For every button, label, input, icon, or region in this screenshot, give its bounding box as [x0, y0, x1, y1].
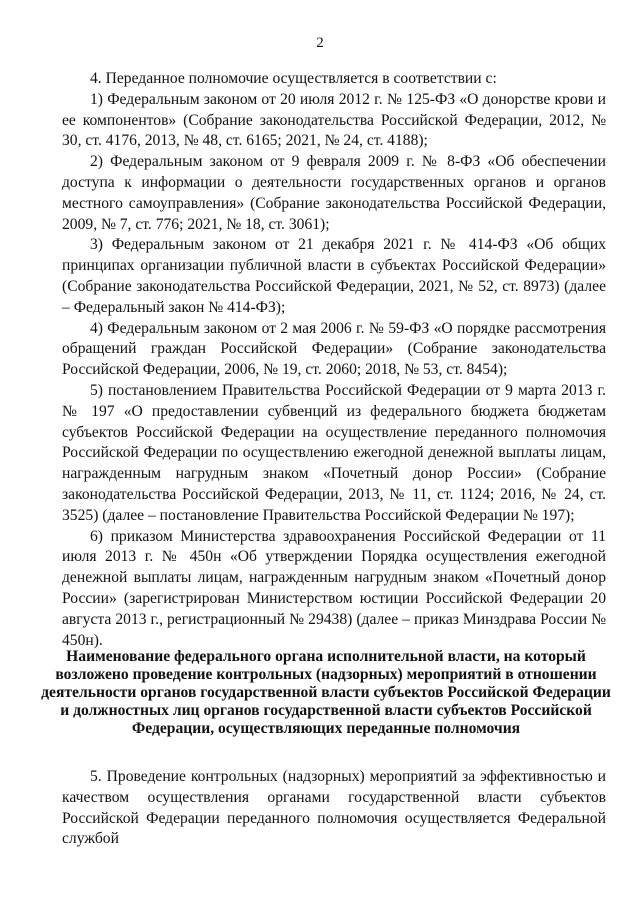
page-number: 2	[316, 35, 324, 51]
list-item-order-450n: 6) приказом Министерства здравоохранения Российской Федерации от 11 июля 2013 г. № 450н «Об утверждении Порядка осуществления ежегодной денежной выплаты лицам, награжденным нагрудным знаком «Почетный донор России» (зарегистрирован Министерством юстиции Российской Федерации 20 августа 2013 г., регистрационный № 29438) (далее – приказ Минздрава России № 450н).	[62, 527, 606, 649]
paragraph-4-intro: 4. Переданное полномочие осуществляется в соответствии с:	[90, 70, 497, 87]
list-item-law-8-fz: 2) Федеральным законом от 9 февраля 2009 г. № 8-ФЗ «Об обеспечении доступа к информации о деятельности государственных органов и органов местного самоуправления» (Собрание законодательства Российской Федерации, 2009, № 7, ст. 776; 2021, № 18, ст. 3061);	[62, 153, 606, 233]
control-section	[62, 767, 606, 850]
list-item-resolution-197: 5) постановлением Правительства Российской Федерации от 9 марта 2013 г. № 197 «О предоставлении субвенций из федерального бюджета бюджетам субъектов Российской Федерации на осуществление переданного полномочия Российской Федерации по осуществлению ежегодной денежной выплаты лицам, награжденным нагрудным знаком «Почетный донор России» (Собрание законодательства Российской Федерации, 2013, № 11, ст. 1124; 2016, № 24, ст. 3525) (далее – постановление Правительства Российской Федерации № 197);	[62, 381, 606, 524]
list-item-law-414-fz: 3) Федеральным законом от 21 декабря 2021 г. № 414-ФЗ «Об общих принципах организации публичной власти в субъектах Российской Федерации» (Собрание законодательства Российской Федерации, 2021, № 52, ст. 8973) (далее – Федеральный закон № 414-ФЗ);	[62, 236, 606, 316]
list-item-law-59-fz: 4) Федеральным законом от 2 мая 2006 г. № 59-ФЗ «О порядке рассмотрения обращений граждан Российской Федерации» (Собрание законодательства Российской Федерации, 2006, № 19, ст. 2060; 2018, № 53, ст. 8454);	[62, 319, 606, 379]
paragraph-5: 5. Проведение контрольных (надзорных) мероприятий за эффективностью и качеством осуществления органами государственной власти субъектов Российской Федерации переданного полномочия осуществляется Федеральной службой	[62, 768, 606, 848]
legal-basis-section	[62, 69, 606, 651]
section-heading: Наименование федерального органа исполнительной власти, на который возложено проведение контрольных (надзорных) мероприятий в отношении деятельности органов государственной власти субъектов Российской Федерации и должностных лиц органов государственной власти субъектов Российской Федерации, осуществляющих переданные полномочия	[41, 648, 611, 737]
list-item-law-125-fz: 1) Федеральным законом от 20 июля 2012 г. № 125-ФЗ «О донорстве крови и ее компонентов» (Собрание законодательства Российской Федерации, 2012, № 30, ст. 4176, 2013, № 48, ст. 6165; 2021, № 24, ст. 4188);	[62, 90, 606, 150]
